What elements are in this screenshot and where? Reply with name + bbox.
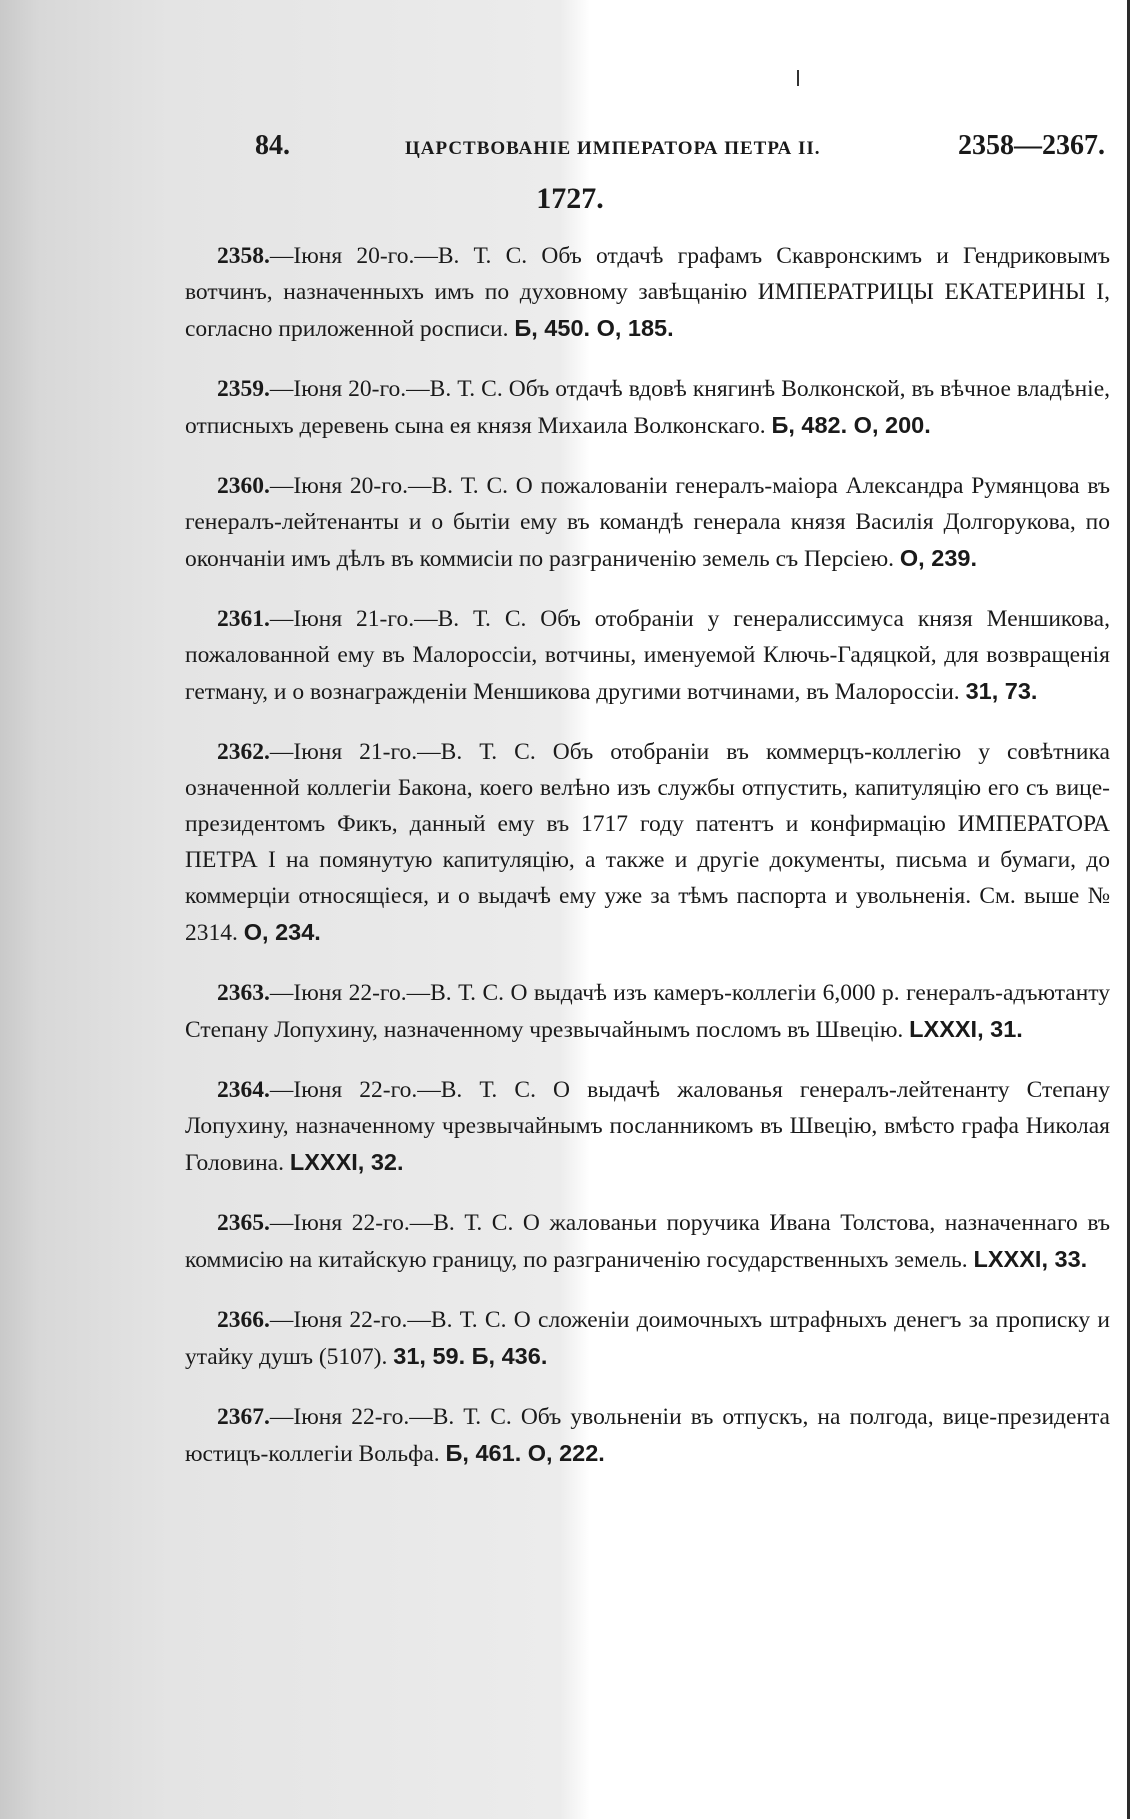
entry-text: —Іюня 22-го.—В. Т. С. О сложеніи доимочныхъ штрафныхъ денегъ за прописку и утайку душъ (5107). (185, 1307, 1110, 1370)
running-title: ЦАРСТВОВАНІЕ ИМПЕРАТОРА ПЕТРА II. (405, 138, 821, 159)
entry-references: 31, 59. Б, 436. (393, 1343, 548, 1369)
entry-number: 2359. (217, 376, 270, 402)
entry-number: 2358. (217, 243, 270, 269)
entry-number: 2367. (217, 1404, 270, 1430)
entry-number: 2362. (217, 739, 270, 765)
entry-number: 2360. (217, 473, 270, 499)
entry-references: LXXXI, 31. (909, 1016, 1023, 1042)
entry-references: LXXXI, 33. (973, 1246, 1088, 1272)
entry (185, 601, 1110, 710)
running-head (175, 130, 1105, 170)
entry-text: —Іюня 21-го.—В. Т. С. Объ отобраніи у генералиссимуса князя Меншикова, пожалованной ему въ Малороссіи, вотчины, именуемой Ключь-Гадяцкой, для возвращенія гетману, и о вознагражденіи Меншикова другими вотчинами, въ Малороссіи. (185, 606, 1110, 705)
entry-text: —Іюня 20-го.—В. Т. С. Объ отдачѣ вдовѣ княгинѣ Волконской, въ вѣчное владѣніе, отписныхъ деревень сына ея князя Михаила Волконскаго. (185, 376, 1110, 439)
entry-text: —Іюня 22-го.—В. Т. С. О жалованьи поручика Ивана Толстова, назначеннаго въ коммисію на китайскую границу, по разграниченію государственныхъ земель. (185, 1210, 1110, 1273)
entry-references: 31, 73. (965, 678, 1038, 704)
entry-text: —Іюня 20-го.—В. Т. С. Объ отдачѣ графамъ Скавронскимъ и Гендриковымъ вотчинъ, назначенныхъ имъ по духовному завѣщанію ИМПЕРАТРИЦЫ ЕКАТЕРИНЫ I, согласно приложенной росписи. (185, 243, 1110, 342)
entry-number: 2365. (217, 1210, 270, 1236)
entry (185, 975, 1110, 1048)
entry-text: —Іюня 21-го.—В. Т. С. Объ отобраніи въ коммерцъ-коллегію у совѣтника означенной коллегіи Бакона, коего велѣно изъ службы отпустить, капитуляцію его съ вице-президентомъ Фикъ, данный ему въ 1717 году патентъ и конфирмацію ИМПЕРАТОРА ПЕТРА I на помянутую капитуляцію, а также и другіе документы, письма и бумаги, до коммерціи относящіеся, и о выдачѣ ему уже за тѣмъ паспорта и увольненія. См. выше № 2314. (185, 739, 1110, 946)
entry-number: 2361. (217, 606, 270, 632)
entry (185, 1302, 1110, 1375)
entry-text: —Іюня 20-го.—В. Т. С. О пожалованіи генералъ-маіора Александра Румянцова въ генералъ-лейтенанты и о бытіи ему въ командѣ генерала князя Василія Долгорукова, по окончаніи имъ дѣлъ въ коммисіи по разграниченію земель съ Персіею. (185, 473, 1110, 572)
entry-number: 2363. (217, 980, 270, 1006)
entry-list (185, 238, 1110, 1496)
entry-number: 2366. (217, 1307, 270, 1333)
entry (185, 238, 1110, 347)
entry (185, 734, 1110, 951)
entry (185, 468, 1110, 577)
entry (185, 1205, 1110, 1278)
page-number: 84. (255, 130, 290, 161)
entry-range: 2358—2367. (958, 130, 1105, 161)
entry-references: О, 234. (243, 919, 321, 945)
year-heading: 1727. (536, 182, 604, 215)
entry-text: —Іюня 22-го.—В. Т. С. О выдачѣ изъ камеръ-коллегіи 6,000 р. генералъ-адъютанту Степану Лопухину, назначенному чрезвычайнымъ посломъ въ Швецію. (185, 980, 1110, 1043)
entry-number: 2364. (217, 1077, 270, 1103)
entry (185, 1399, 1110, 1472)
entry (185, 371, 1110, 444)
entry-references: О, 239. (899, 545, 977, 571)
entry-references: Б, 450. О, 185. (514, 315, 674, 341)
entry-references: Б, 461. О, 222. (445, 1440, 605, 1466)
entry (185, 1072, 1110, 1181)
entry-references: LXXXI, 32. (289, 1149, 404, 1175)
entry-references: Б, 482. О, 200. (771, 412, 931, 438)
entry-text: —Іюня 22-го.—В. Т. С. О выдачѣ жалованья генералъ-лейтенанту Степану Лопухину, назначенному чрезвычайнымъ посланникомъ въ Швецію, вмѣсто графа Николая Головина. (185, 1077, 1110, 1176)
entry-text: —Іюня 22-го.—В. Т. С. Объ увольненіи въ отпускъ, на полгода, вице-президента юстицъ-коллегіи Вольфа. (185, 1404, 1110, 1467)
